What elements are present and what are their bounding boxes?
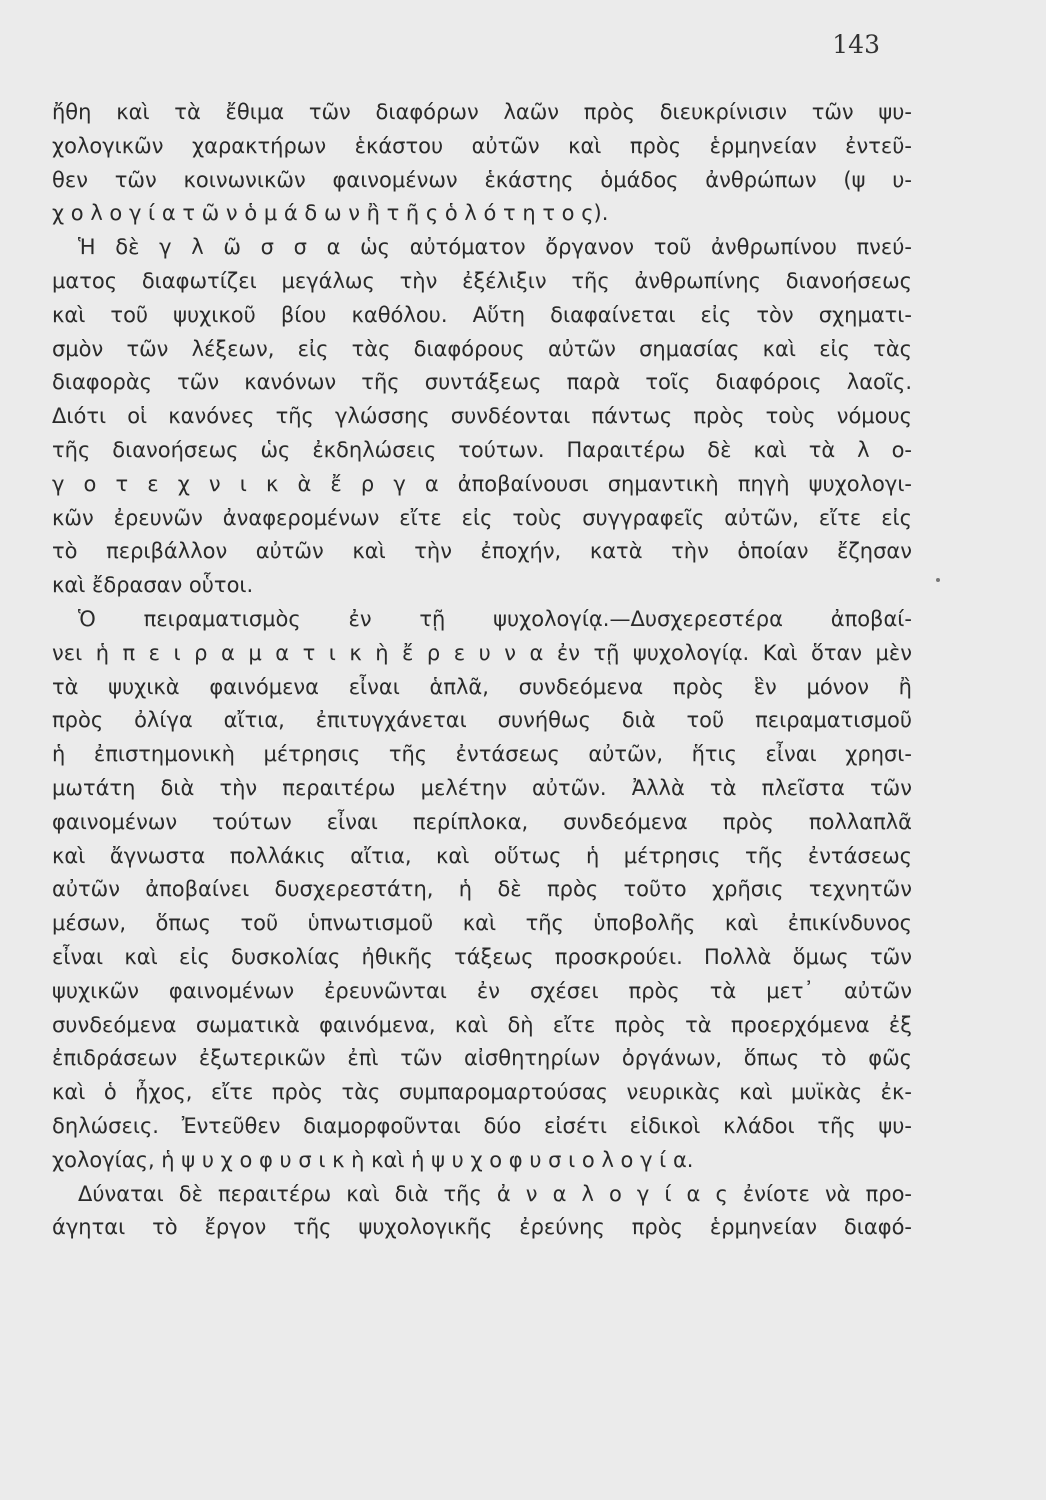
text-line: Διότι οἱ κανόνες τῆς γλώσσης συνδέονται πάντως πρὸς τοὺς νόμους [52, 404, 912, 429]
text-line: κῶν ἐρευνῶν ἀναφερομένων εἴτε εἰς τοὺς συγγραφεῖς αὐτῶν, εἴτε εἰς [52, 505, 912, 530]
body-text [52, 96, 912, 1245]
text-line: γ ο τ ε χ ν ι κ ὰ ἔ ρ γ α ἀποβαίνουσι σημαντικὴ πηγὴ ψυχολογι- [52, 471, 912, 496]
text-line: μωτάτη διὰ τὴν περαιτέρω μελέτην αὐτῶν. Ἀλλὰ τὰ πλεῖστα τῶν [52, 775, 912, 800]
text-line: αὐτῶν ἀποβαίνει δυσχερεστάτη, ἡ δὲ πρὸς τοῦτο χρῆσις τεχνητῶν [52, 877, 912, 902]
page-number: 143 [832, 30, 880, 59]
text-line: χολογικῶν χαρακτήρων ἑκάστου αὐτῶν καὶ πρὸς ἑρμηνείαν ἐντεῦ- [52, 133, 912, 158]
text-line: χολογίας, ἡ ψ υ χ ο φ υ σ ι κ ὴ καὶ ἡ ψ υ χ ο φ υ σ ι ο λ ο γ ί α. [52, 1147, 694, 1172]
text-line: χ ο λ ο γ ί α τ ῶ ν ὁ μ ά δ ω ν ἢ τ ῆ ς ὁ λ ό τ η τ ο ς). [52, 201, 609, 226]
text-line: σμὸν τῶν λέξεων, εἰς τὰς διαφόρους αὐτῶν σημασίας καὶ εἰς τὰς [52, 336, 912, 361]
section-heading-line: Ὁ πειραματισμὸς ἐν τῇ ψυχολογίᾳ.—Δυσχερεστέρα ἀποβαί- [78, 606, 912, 631]
text-line: ψυχικῶν φαινομένων ἐρευνῶνται ἐν σχέσει πρὸς τὰ μετ᾽ αὐτῶν [52, 978, 912, 1003]
text-line: πρὸς ὀλίγα αἴτια, ἐπιτυγχάνεται συνήθως διὰ τοῦ πειραματισμοῦ [52, 708, 912, 733]
paper-speck [936, 578, 940, 582]
text-line: καὶ ὁ ἦχος, εἴτε πρὸς τὰς συμπαρομαρτούσας νευρικὰς καὶ μυϊκὰς ἐκ- [52, 1080, 912, 1105]
text-line: ἐπιδράσεων ἐξωτερικῶν ἐπὶ τῶν αἰσθητηρίων ὀργάνων, ὅπως τὸ φῶς [52, 1046, 912, 1071]
paragraph-start-line: Ἡ δὲ γ λ ῶ σ σ α ὡς αὐτόματον ὄργανον τοῦ ἀνθρωπίνου πνεύ- [78, 235, 912, 260]
text-line: τῆς διανοήσεως ὡς ἐκδηλώσεις τούτων. Παραιτέρω δὲ καὶ τὰ λ ο- [52, 437, 912, 462]
text-line: τὸ περιβάλλον αὐτῶν καὶ τὴν ἐποχήν, κατὰ τὴν ὁποίαν ἔζησαν [52, 539, 912, 564]
text-line: καὶ τοῦ ψυχικοῦ βίου καθόλου. Αὕτη διαφαίνεται εἰς τὸν σχηματι- [52, 302, 912, 327]
text-line: ἡ ἐπιστημονικὴ μέτρησις τῆς ἐντάσεως αὐτῶν, ἥτις εἶναι χρησι- [52, 742, 912, 767]
text-line: νει ἡ π ε ι ρ α μ α τ ι κ ὴ ἔ ρ ε υ ν α ἐν τῇ ψυχολογίᾳ. Καὶ ὅταν μὲν [52, 640, 912, 665]
text-line: καὶ ἄγνωστα πολλάκις αἴτια, καὶ οὕτως ἡ μέτρησις τῆς ἐντάσεως [52, 843, 912, 868]
text-line: ματος διαφωτίζει μεγάλως τὴν ἐξέλιξιν τῆς ἀνθρωπίνης διανοήσεως [52, 268, 912, 293]
text-line: θεν τῶν κοινωνικῶν φαινομένων ἑκάστης ὁμάδος ἀνθρώπων (ψ υ- [52, 167, 912, 192]
text-line: μέσων, ὅπως τοῦ ὑπνωτισμοῦ καὶ τῆς ὑποβολῆς καὶ ἐπικίνδυνος [52, 911, 912, 936]
text-line: άγηται τὸ ἔργον τῆς ψυχολογικῆς ἐρεύνης πρὸς ἑρμηνείαν διαφό- [52, 1215, 912, 1240]
text-line: δηλώσεις. Ἐντεῦθεν διαμορφοῦνται δύο εἰσέτι εἰδικοὶ κλάδοι τῆς ψυ- [52, 1113, 912, 1138]
text-line: συνδεόμενα σωματικὰ φαινόμενα, καὶ δὴ εἴτε πρὸς τὰ προερχόμενα ἐξ [52, 1012, 912, 1037]
text-line: τὰ ψυχικὰ φαινόμενα εἶναι ἁπλᾶ, συνδεόμενα πρὸς ἓν μόνον ἢ [52, 674, 912, 699]
text-line: διαφορὰς τῶν κανόνων τῆς συντάξεως παρὰ τοῖς διαφόροις λαοῖς. [52, 370, 912, 395]
paragraph-start-line: Δύναται δὲ περαιτέρω καὶ διὰ τῆς ἀ ν α λ ο γ ί α ς ἐνίοτε νὰ προ- [78, 1181, 912, 1206]
text-line: φαινομένων τούτων εἶναι περίπλοκα, συνδεόμενα πρὸς πολλαπλᾶ [52, 809, 912, 834]
text-line: ἤθη καὶ τὰ ἔθιμα τῶν διαφόρων λαῶν πρὸς διευκρίνισιν τῶν ψυ- [52, 100, 912, 124]
text-line: καὶ ἔδρασαν οὗτοι. [52, 573, 254, 598]
text-line: εἶναι καὶ εἰς δυσκολίας ἠθικῆς τάξεως προσκρούει. Πολλὰ ὅμως τῶν [52, 944, 912, 969]
